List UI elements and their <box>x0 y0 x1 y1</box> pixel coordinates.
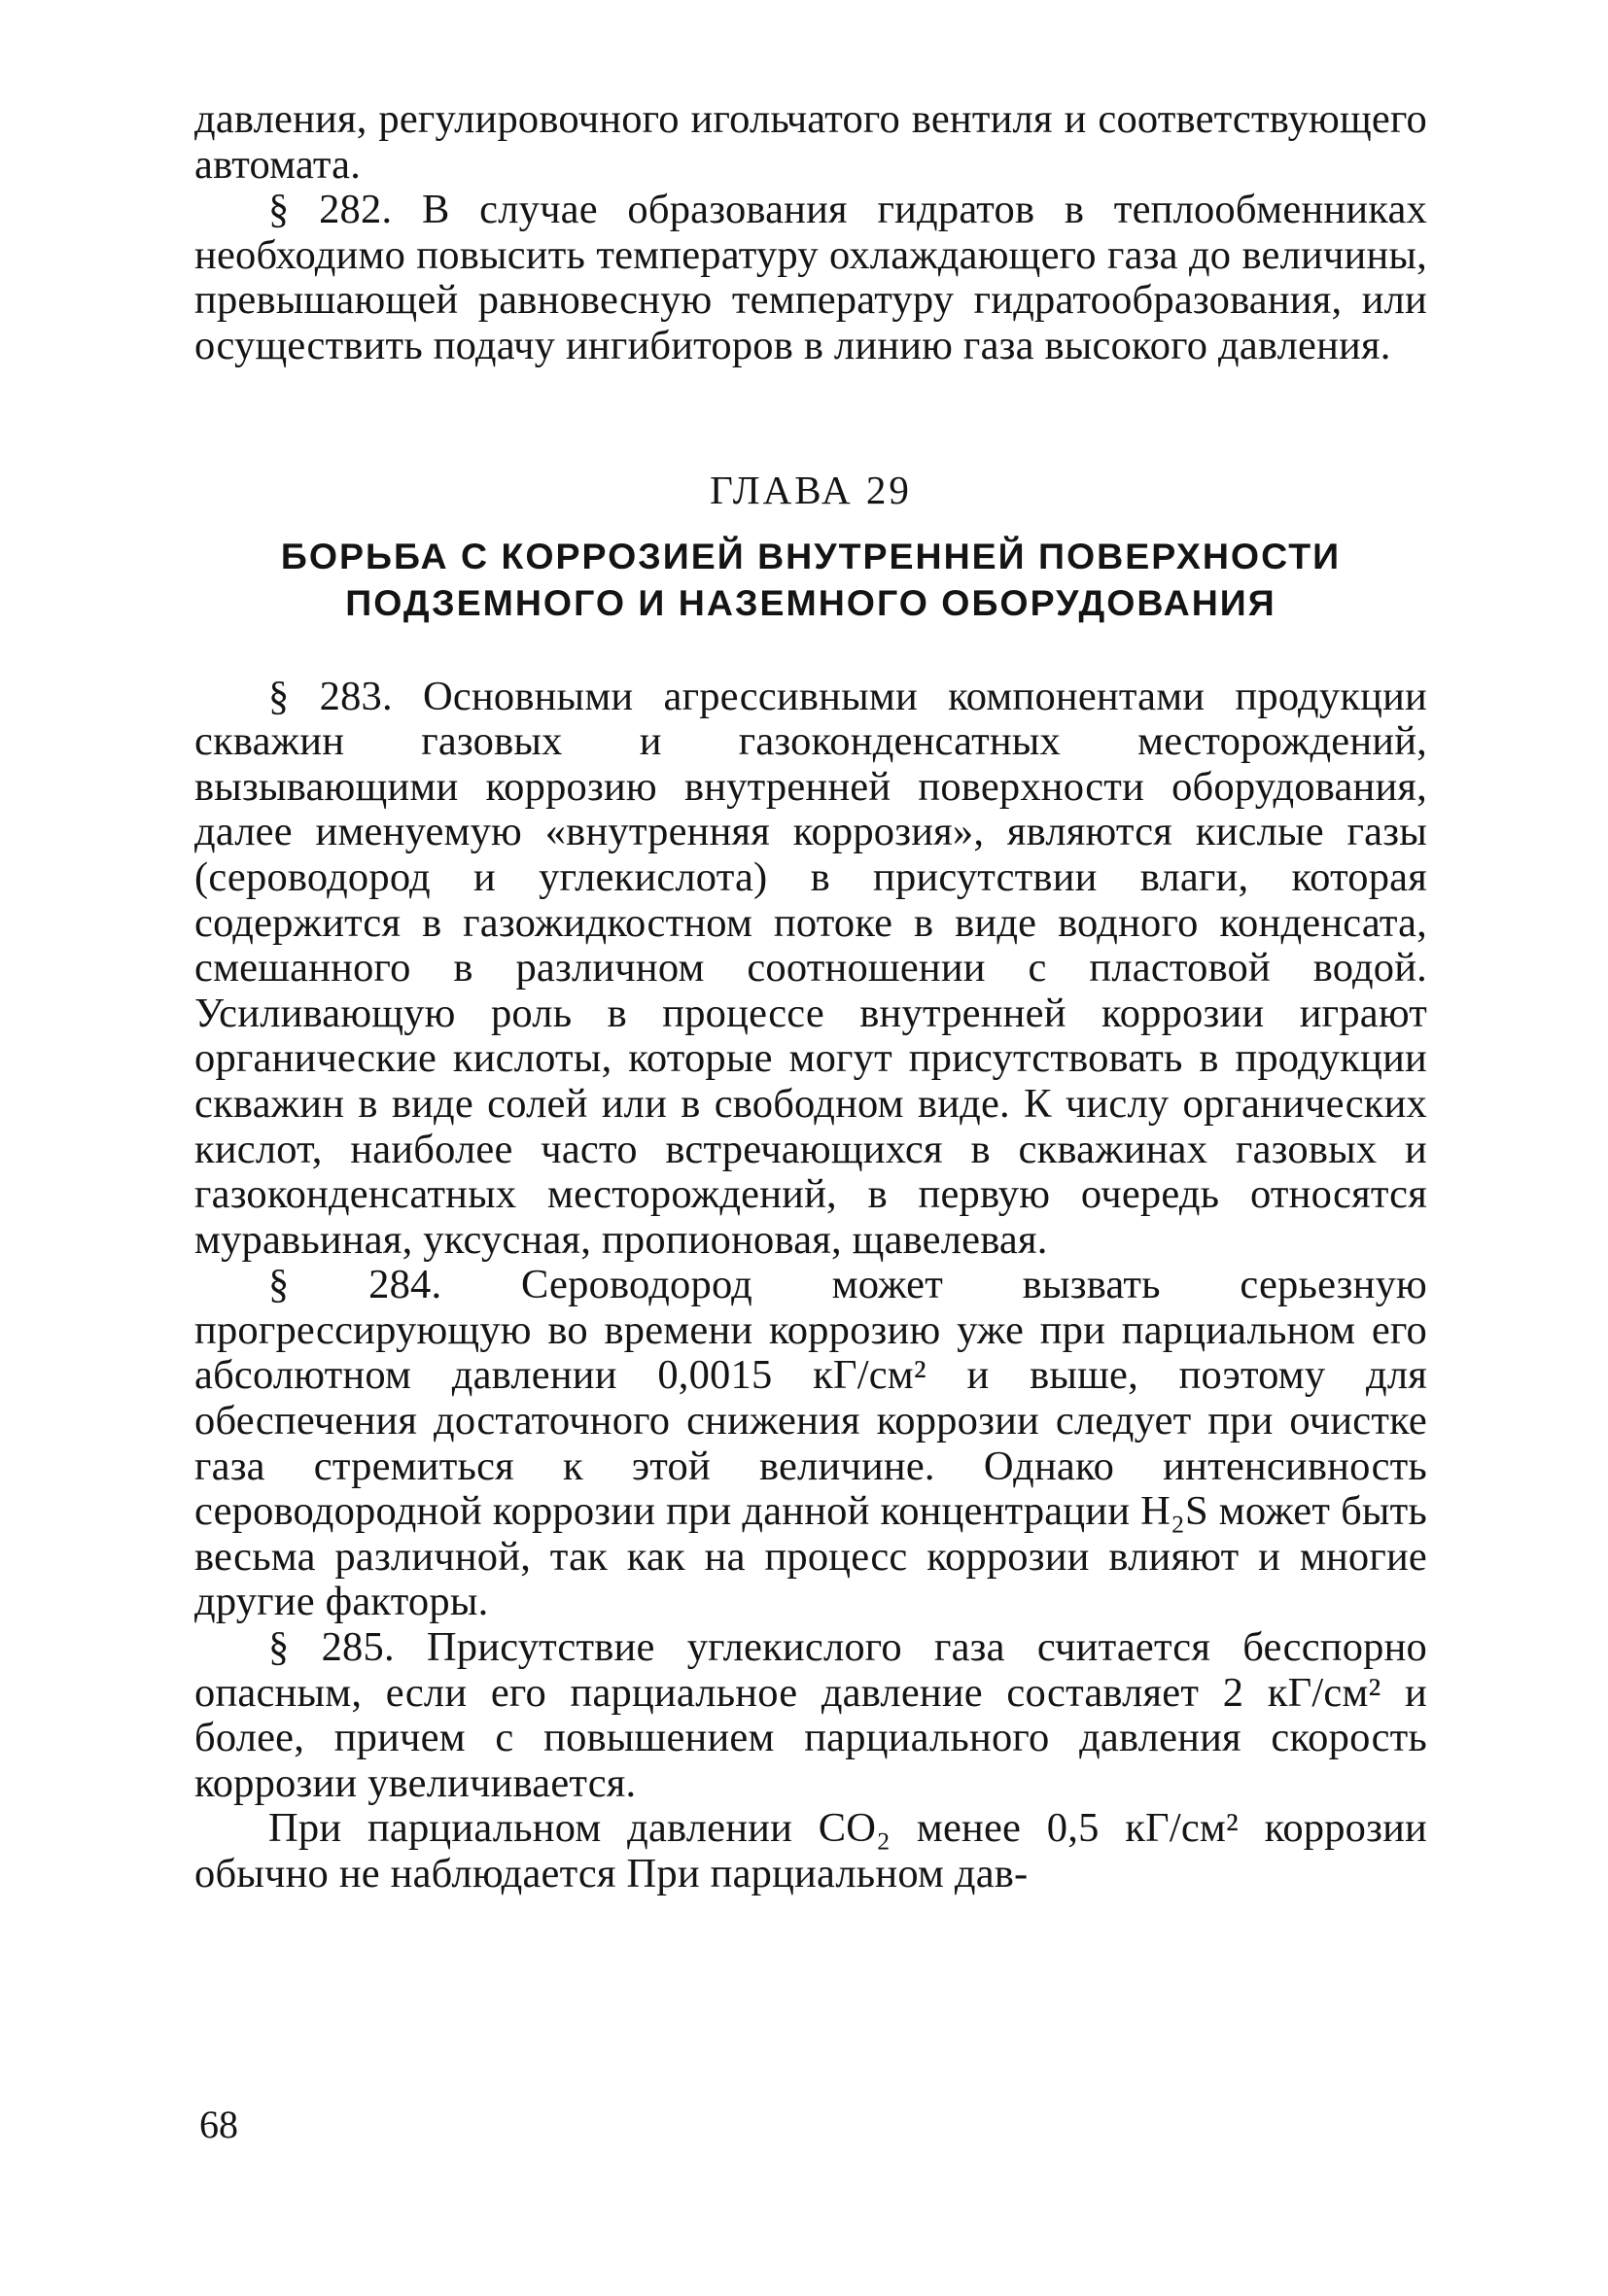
paragraph-section-282: § 282. В случае образования гидратов в теплообменниках необходимо повысить температуру охлаждающего газа до величины, превышающей равновесную температуру гидратообразования, или осуществить подачу ингибиторов в линию газа высокого давления. <box>194 187 1427 368</box>
page-number: 68 <box>199 2103 238 2146</box>
chapter-title-line-1: БОРЬБА С КОРРОЗИЕЙ ВНУТРЕННЕЙ ПОВЕРХНОСТИ <box>280 535 1342 576</box>
chapter-heading <box>194 467 1427 626</box>
chapter-title-line-2: ПОДЗЕМНОГО И НАЗЕМНОГО ОБОРУДОВАНИЯ <box>345 581 1276 623</box>
chapter-label: ГЛАВА 29 <box>710 467 912 512</box>
paragraph-section-285: § 285. Присутствие углекислого газа считается бесспорно опасным, если его парциальное давление составляет 2 кГ/см² и более, причем с повышением парциального давления скорость коррозии увеличивается. <box>194 1624 1427 1806</box>
paragraph-section-283: § 283. Основными агрессивными компонентами продукции скважин газовых и газоконденсатных месторождений, вызывающими коррозию внутренней поверхности оборудования, далее именуемую «внутренняя коррозия», являются кислые газы (сероводород и углекислота) в присутствии влаги, которая содержится в газожидкостном потоке в виде водного конденсата, смешанного в различном соотношении с пластовой водой. Усиливающую роль в процессе внутренней коррозии играют органические кислоты, которые могут присутствовать в продукции скважин в виде солей или в свободном виде. К числу органических кислот, наиболее часто встречающихся в скважинах газовых и газоконденсатных месторождений, в первую очередь относятся муравьиная, уксусная, пропионовая, щавелевая. <box>194 673 1427 1263</box>
paragraph-co2-pressure: При парциальном давлении CO₂ менее 0,5 кГ/см² коррозии обычно не наблюдается При парциальном дав- <box>194 1805 1427 1896</box>
page-body <box>194 97 1427 1897</box>
paragraph-continuation: давления, регулировочного игольчатого вентиля и соответствующего автомата. <box>194 96 1427 188</box>
paragraph-section-284: § 284. Сероводород может вызвать серьезную прогрессирующую во времени коррозию уже при парциальном его абсолютном давлении 0,0015 кГ/см² и выше, поэтому для обеспечения достаточного снижения коррозии следует при очистке газа стремиться к этой величине. Однако интенсивность сероводородной коррозии при данной концентрации H₂S может быть весьма различной, так как на процесс коррозии влияют и многие другие факторы. <box>194 1262 1427 1625</box>
